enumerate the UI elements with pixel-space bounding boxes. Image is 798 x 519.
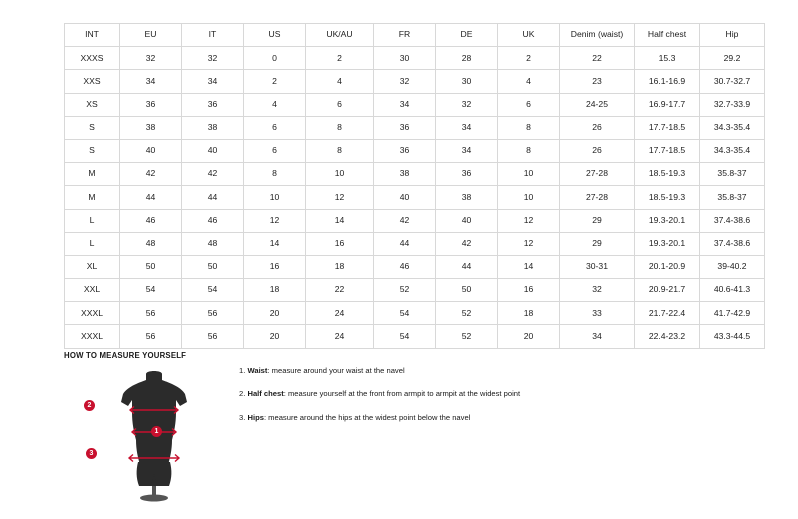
table-cell: 36 [120, 93, 182, 116]
instruction-number-1: 1. [239, 366, 246, 375]
table-cell: 10 [244, 186, 306, 209]
table-cell: 50 [436, 279, 498, 302]
table-cell: 27-28 [560, 163, 635, 186]
table-cell: 48 [120, 232, 182, 255]
table-cell: 14 [244, 232, 306, 255]
table-row [65, 139, 765, 162]
table-cell: 44 [374, 232, 436, 255]
table-cell: 8 [498, 116, 560, 139]
table-cell: XXXL [65, 302, 120, 325]
table-cell: 12 [498, 209, 560, 232]
table-cell: 56 [182, 325, 244, 348]
table-cell: 34 [436, 139, 498, 162]
table-cell: 8 [498, 139, 560, 162]
table-cell: 42 [374, 209, 436, 232]
table-cell: 2 [498, 47, 560, 70]
table-cell: XXS [65, 70, 120, 93]
column-header-us: US [244, 24, 306, 47]
table-cell: 18 [498, 302, 560, 325]
table-cell: 0 [244, 47, 306, 70]
table-cell: 22.4-23.2 [635, 325, 700, 348]
measure-marker-3: 3 [86, 448, 97, 459]
table-cell: 33 [560, 302, 635, 325]
table-cell: 27-28 [560, 186, 635, 209]
table-row [65, 116, 765, 139]
table-cell: 10 [498, 186, 560, 209]
table-cell: 35.8-37 [700, 163, 765, 186]
table-cell: XXXS [65, 47, 120, 70]
table-cell: 19.3-20.1 [635, 232, 700, 255]
column-header-de: DE [436, 24, 498, 47]
column-header-fr: FR [374, 24, 436, 47]
table-cell: 8 [244, 163, 306, 186]
table-cell: 54 [120, 279, 182, 302]
table-cell: L [65, 209, 120, 232]
table-cell: 30 [436, 70, 498, 93]
table-row [65, 255, 765, 278]
table-cell: 16.1-16.9 [635, 70, 700, 93]
table-cell: 32.7-33.9 [700, 93, 765, 116]
table-cell: 56 [182, 302, 244, 325]
table-cell: 37.4-38.6 [700, 209, 765, 232]
table-cell: 29 [560, 209, 635, 232]
instruction-term-half-chest: Half chest [247, 389, 284, 399]
table-cell: 2 [306, 47, 374, 70]
table-cell: 38 [436, 186, 498, 209]
table-cell: 29.2 [700, 47, 765, 70]
column-header-int: INT [65, 24, 120, 47]
table-cell: 44 [436, 255, 498, 278]
table-row [65, 47, 765, 70]
table-cell: 54 [374, 325, 436, 348]
table-cell: 10 [306, 163, 374, 186]
table-cell: 17.7-18.5 [635, 139, 700, 162]
measure-instruction-waist [239, 366, 719, 376]
table-cell: 8 [306, 139, 374, 162]
table-cell: 36 [182, 93, 244, 116]
table-cell: 17.7-18.5 [635, 116, 700, 139]
size-conversion-table [64, 23, 765, 349]
table-cell: 46 [374, 255, 436, 278]
column-header-eu: EU [120, 24, 182, 47]
table-cell: 18 [306, 255, 374, 278]
table-row [65, 163, 765, 186]
table-cell: 44 [182, 186, 244, 209]
instruction-text-waist: : measure around your waist at the navel [267, 366, 405, 375]
column-header-half-chest: Half chest [635, 24, 700, 47]
table-cell: M [65, 163, 120, 186]
table-cell: 32 [560, 279, 635, 302]
table-cell: 16 [306, 232, 374, 255]
table-cell: 14 [498, 255, 560, 278]
table-cell: L [65, 232, 120, 255]
table-cell: 20 [498, 325, 560, 348]
table-row [65, 325, 765, 348]
measure-marker-2: 2 [84, 400, 95, 411]
table-cell: 34 [120, 70, 182, 93]
table-cell: 19.3-20.1 [635, 209, 700, 232]
table-cell: 54 [374, 302, 436, 325]
table-cell: 8 [306, 116, 374, 139]
table-cell: 12 [244, 209, 306, 232]
table-cell: 30.7-32.7 [700, 70, 765, 93]
table-cell: 15.3 [635, 47, 700, 70]
table-head [65, 24, 765, 47]
column-header-uk: UK [498, 24, 560, 47]
table-cell: 23 [560, 70, 635, 93]
table-cell: 42 [182, 163, 244, 186]
table-row [65, 209, 765, 232]
instruction-text-hips: : measure around the hips at the widest point below the navel [263, 412, 471, 422]
table-row [65, 302, 765, 325]
table-cell: 52 [436, 325, 498, 348]
table-cell: 52 [374, 279, 436, 302]
measure-instruction-half-chest [239, 389, 719, 399]
measure-instruction-hips [239, 413, 719, 423]
table-cell: 18 [244, 279, 306, 302]
table-cell: 32 [374, 70, 436, 93]
table-cell: 4 [498, 70, 560, 93]
table-cell: 4 [244, 93, 306, 116]
table-cell: 40 [120, 139, 182, 162]
table-cell: 38 [374, 163, 436, 186]
table-cell: 26 [560, 116, 635, 139]
table-row [65, 279, 765, 302]
table-cell: 37.4-38.6 [700, 232, 765, 255]
table-cell: M [65, 186, 120, 209]
table-row [65, 232, 765, 255]
table-cell: 34 [182, 70, 244, 93]
table-cell: 21.7-22.4 [635, 302, 700, 325]
table-cell: XXL [65, 279, 120, 302]
table-cell: 40.6-41.3 [700, 279, 765, 302]
table-cell: 40 [374, 186, 436, 209]
how-to-measure-section [64, 366, 734, 506]
table-cell: S [65, 116, 120, 139]
column-header-hip: Hip [700, 24, 765, 47]
instruction-term-hips: Hips [247, 412, 264, 422]
table-cell: 56 [120, 302, 182, 325]
table-row [65, 186, 765, 209]
table-cell: 42 [436, 232, 498, 255]
table-cell: S [65, 139, 120, 162]
table-cell: 39-40.2 [700, 255, 765, 278]
table-cell: 29 [560, 232, 635, 255]
table-cell: 42 [120, 163, 182, 186]
table-cell: 38 [120, 116, 182, 139]
table-cell: 52 [436, 302, 498, 325]
table-cell: 34.3-35.4 [700, 139, 765, 162]
table-cell: 12 [306, 186, 374, 209]
table-row [65, 93, 765, 116]
table-header-row [65, 24, 765, 47]
table-cell: 35.8-37 [700, 186, 765, 209]
table-cell: 30 [374, 47, 436, 70]
table-cell: 22 [306, 279, 374, 302]
table-cell: 41.7-42.9 [700, 302, 765, 325]
table-cell: 36 [374, 139, 436, 162]
column-header-ukau: UK/AU [306, 24, 374, 47]
table-cell: 34 [374, 93, 436, 116]
table-cell: 2 [244, 70, 306, 93]
table-cell: 16.9-17.7 [635, 93, 700, 116]
table-cell: 46 [120, 209, 182, 232]
column-header-it: IT [182, 24, 244, 47]
table-cell: 40 [182, 139, 244, 162]
table-cell: 28 [436, 47, 498, 70]
table-cell: 54 [182, 279, 244, 302]
table-cell: 18.5-19.3 [635, 163, 700, 186]
column-header-denim-waist: Denim (waist) [560, 24, 635, 47]
table-cell: 6 [498, 93, 560, 116]
table-cell: 18.5-19.3 [635, 186, 700, 209]
table-cell: 6 [306, 93, 374, 116]
table-cell: 36 [436, 163, 498, 186]
table-cell: 24 [306, 302, 374, 325]
table-cell: 10 [498, 163, 560, 186]
table-cell: XL [65, 255, 120, 278]
table-cell: 32 [120, 47, 182, 70]
table-cell: 6 [244, 116, 306, 139]
table-cell: 26 [560, 139, 635, 162]
table-cell: 24-25 [560, 93, 635, 116]
table-cell: 56 [120, 325, 182, 348]
instruction-number-3: 3. [239, 412, 246, 422]
table-cell: 50 [120, 255, 182, 278]
table-cell: 48 [182, 232, 244, 255]
table-cell: 36 [374, 116, 436, 139]
table-cell: 16 [244, 255, 306, 278]
table-row [65, 70, 765, 93]
measure-instructions [239, 366, 719, 436]
table-cell: 20 [244, 325, 306, 348]
instruction-term-waist: Waist [247, 366, 268, 375]
how-to-measure-title: HOW TO MEASURE YOURSELF [64, 351, 187, 360]
table-cell: 32 [182, 47, 244, 70]
table-cell: 34 [560, 325, 635, 348]
table-cell: 20 [244, 302, 306, 325]
instruction-text-half-chest: : measure yourself at the front from armpit to armpit at the widest point [283, 389, 521, 399]
table-cell: 24 [306, 325, 374, 348]
table-cell: 20.1-20.9 [635, 255, 700, 278]
table-cell: 30-31 [560, 255, 635, 278]
table-cell: 32 [436, 93, 498, 116]
table-cell: 38 [182, 116, 244, 139]
table-cell: 43.3-44.5 [700, 325, 765, 348]
table-cell: 14 [306, 209, 374, 232]
table-cell: 50 [182, 255, 244, 278]
table-cell: 6 [244, 139, 306, 162]
table-cell: 20.9-21.7 [635, 279, 700, 302]
table-cell: 46 [182, 209, 244, 232]
table-body [65, 47, 765, 348]
table-cell: 34.3-35.4 [700, 116, 765, 139]
table-cell: 16 [498, 279, 560, 302]
table-cell: 34 [436, 116, 498, 139]
table-cell: 44 [120, 186, 182, 209]
table-cell: 22 [560, 47, 635, 70]
table-cell: 40 [436, 209, 498, 232]
instruction-number-2: 2. [239, 389, 246, 399]
table-cell: XXXL [65, 325, 120, 348]
measure-marker-1: 1 [151, 426, 162, 437]
table-cell: XS [65, 93, 120, 116]
size-chart-container [64, 23, 751, 349]
mannequin-illustration [84, 366, 234, 504]
table-cell: 4 [306, 70, 374, 93]
table-cell: 12 [498, 232, 560, 255]
